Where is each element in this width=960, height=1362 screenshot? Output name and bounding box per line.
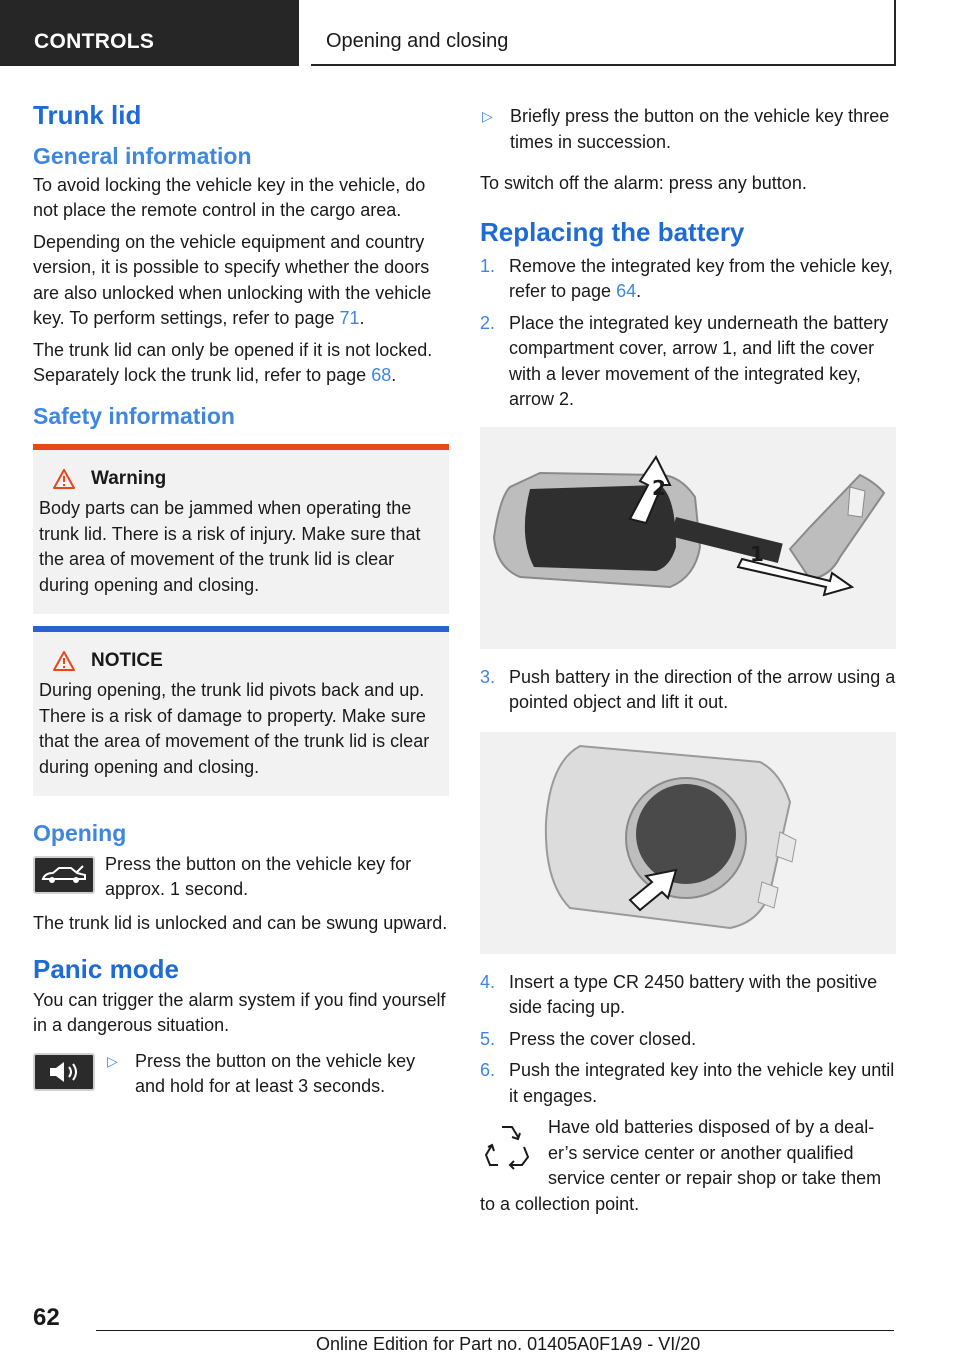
notice-title: NOTICE <box>91 650 163 672</box>
battery-step-3: 3. Push battery in the direction of the arrow using a pointed object and lift it out. <box>480 666 896 713</box>
warning-text: Body parts can be jammed when operating the trunk lid. There is a risk of injury. Make sure that the area of movement of the trunk lid is clear during opening and closing. <box>39 498 421 595</box>
replacing-battery-heading: Replacing the battery <box>480 216 745 247</box>
arrow-label-2: 2 <box>652 475 666 500</box>
notice-triangle-icon <box>53 651 75 671</box>
warning-triangle-icon <box>53 469 75 489</box>
right-column <box>480 100 896 1223</box>
disposal-note <box>480 1115 896 1217</box>
notice-title-row <box>53 650 441 672</box>
key-cover-illustration <box>480 427 896 649</box>
battery-step-4: 4. Insert a type CR 2450 battery with the positive side facing up. <box>480 971 878 1018</box>
battery-illustration <box>480 732 896 954</box>
battery-steps-cont <box>480 665 896 716</box>
panic-mode-heading: Panic mode <box>33 954 179 985</box>
recycle-icon <box>480 1117 536 1173</box>
edition-text: Online Edition for Part no. 01405A0F1A9 - VI/20 <box>316 1334 701 1354</box>
left-column <box>33 100 449 1106</box>
alarm-off-text: To switch off the alarm: press any button. <box>480 173 807 193</box>
battery-step-1: 1. Remove the integrated key from the vehicle key, refer to page 64. <box>480 255 893 302</box>
figure-remove-cover <box>480 427 896 649</box>
panic-bullet-2 <box>480 104 896 155</box>
arrow-label-1: 1 <box>750 541 764 566</box>
panic-button-icon <box>33 1053 95 1091</box>
opening-result: The trunk lid is unlocked and can be swung upward. <box>33 912 448 933</box>
panic-bullet-2-text: Briefly press the button on the vehicle key three times in succession. <box>510 106 890 152</box>
bullet-glyph: ▷ <box>107 1052 118 1069</box>
page-ref-64[interactable]: 64 <box>616 281 637 302</box>
page-ref-71[interactable]: 71 <box>339 308 360 329</box>
battery-steps-end <box>480 970 896 1110</box>
page-footer <box>0 1300 960 1362</box>
battery-step-5: 5. Press the cover closed. <box>480 1028 697 1049</box>
general-info-p1: To avoid locking the vehicle key in the vehicle, do not place the remote control in the cargo area. <box>33 174 426 221</box>
topic-label: Opening and closing <box>311 0 896 66</box>
notice-text: During opening, the trunk lid pivots back and up. There is a risk of damage to property. Make sure that the area of movement of the trunk lid is clear during opening and closing. <box>39 680 430 777</box>
panic-bullet-1-text: Press the button on the vehicle key and hold for at least 3 seconds. <box>135 1050 416 1097</box>
safety-info-heading: Safety information <box>33 402 235 429</box>
general-info-p3: The trunk lid can only be opened if it is not locked. Separately lock the trunk lid, refer to page 68. <box>33 339 433 386</box>
disposal-text: Have old batteries disposed of by a dealer’s service center or another qualified service center or repair shop or take them to a collection point. <box>480 1117 882 1214</box>
panic-instruction <box>33 1049 449 1100</box>
general-info-heading: General information <box>33 143 252 170</box>
trunk-button-icon <box>33 856 95 894</box>
panic-mode-text: You can trigger the alarm system if you find yourself in a dangerous situation. <box>33 989 446 1036</box>
opening-instruction <box>33 852 449 903</box>
opening-text: Press the button on the vehicle key for approx. 1 second. <box>105 853 412 900</box>
warning-title-row <box>53 468 441 490</box>
battery-step-6: 6. Push the integrated key into the vehicle key until it engages. <box>480 1060 895 1106</box>
battery-steps <box>480 254 896 413</box>
page-ref-68[interactable]: 68 <box>371 365 392 386</box>
page-number: 62 <box>33 1304 60 1331</box>
footer-rule <box>96 1330 894 1331</box>
bullet-glyph: ▷ <box>482 108 493 124</box>
notice-box <box>33 626 449 796</box>
trunk-lid-heading: Trunk lid <box>33 100 142 130</box>
panic-bullet-1 <box>105 1049 449 1100</box>
general-info-p2: Depending on the vehicle equipment and country version, it is possible to specify whether the doors are also unlocked when unlocking with the vehicle key. To perform settings, refer to page 71. <box>33 231 432 329</box>
section-label: CONTROLS <box>0 0 299 66</box>
figure-push-battery <box>480 732 896 954</box>
warning-title: Warning <box>91 468 167 490</box>
opening-heading: Opening <box>33 820 127 847</box>
battery-step-2: 2. Place the integrated key underneath the battery compartment cover, arrow 1, and lift the cover with a lever movement of the integrated key, arrow 2. <box>480 312 889 410</box>
page-header <box>0 0 960 66</box>
warning-box <box>33 444 449 614</box>
